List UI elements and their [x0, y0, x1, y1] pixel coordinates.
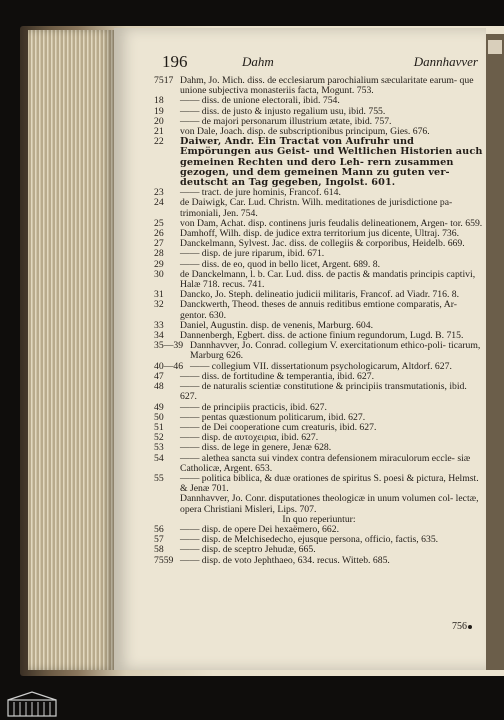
entry-number: 40—46	[154, 360, 184, 372]
library-building-icon	[6, 690, 58, 718]
entry-text: Daniel, Augustin. disp. de venenis, Marburg. 604.	[180, 319, 374, 331]
entry-text: Danckwerth, Theod. theses de annuis reditibus emtione comparatis, Ar- gentor. 630.	[180, 299, 457, 321]
entry-number: 18	[154, 95, 164, 107]
entry-number: 27	[154, 238, 164, 250]
entry-number: 55	[154, 472, 164, 484]
entry-number: 23	[154, 187, 164, 199]
entry-number: 25	[154, 217, 164, 229]
entry-number	[154, 494, 180, 514]
entry-text: —— diss. de unione electorali, ibid. 754.	[180, 95, 340, 107]
catalog-entries	[154, 76, 484, 566]
entry-text: —— diss. de justo & injusto regalium usu, ibid. 755.	[180, 105, 386, 117]
entry-text: Damhoff, Wilh. disp. de judice extra territorium jus dicente, Ultraj. 736.	[180, 228, 460, 240]
entry-text: —— collegium VII. dissertationum psychologicarum, Altdorf. 627.	[190, 360, 452, 372]
catalog-entry	[154, 474, 484, 494]
catchword-dot	[468, 625, 472, 629]
entry-number: 53	[154, 442, 164, 454]
entry-text: —— disp. de voto Jephthaeo, 634. recus. Witteb. 685.	[180, 554, 390, 566]
entry-text: —— pentas quæstionum politicarum, ibid. 627.	[180, 411, 366, 423]
entry-text: —— politica biblica, & duæ orationes de spiritus S. poesi & pictura, Helmst. & Jenæ 701.	[180, 472, 479, 495]
entry-number: 56	[154, 523, 164, 535]
page-edges	[28, 30, 114, 670]
entry-text: —— de Dei cooperatione cum creaturis, ibid. 627.	[180, 421, 377, 433]
entry-number: 50	[154, 411, 164, 423]
entry-text: —— de principiis practicis, ibid. 627.	[180, 401, 327, 413]
entry-number: 24	[154, 197, 164, 209]
next-page-edge	[486, 34, 504, 670]
entry-text: —— de majori personarum illustrium ætate, ibid. 757.	[180, 115, 392, 127]
catalog-entry	[154, 300, 484, 320]
entry-text: Dannhavver, Jo. Conr. disputationes theologicæ in unum volumen col- lectæ, opera Christiani Misleri, Lips. 707.	[180, 493, 479, 515]
entry-text: —— de naturalis scientiæ constitutione & principiis transmutationis, ibid. 627.	[180, 381, 467, 403]
entry-text: Dahm, Jo. Mich. diss. de ecclesiarum parochialium sæcularitate earum- que unione subjectiva monasteriis facta, Mogunt. 753.	[180, 75, 474, 97]
entry-number: 7559	[154, 554, 174, 566]
catalog-entry	[154, 137, 484, 188]
entry-number: 49	[154, 401, 164, 413]
entry-number: 58	[154, 544, 164, 556]
entry-number: 47	[154, 370, 164, 382]
entry-number: 48	[154, 381, 164, 393]
entry-number: 35—39	[154, 340, 184, 352]
entry-number: 30	[154, 268, 164, 280]
catalog-entry	[154, 454, 484, 474]
entry-text: —— diss. de eo, quod in bello licet, Argent. 689. 8.	[180, 258, 381, 270]
catchword	[452, 621, 472, 632]
entry-text: —— disp. de sceptro Jehudæ, 665.	[180, 544, 316, 556]
running-head-left: Dahm	[242, 54, 274, 69]
entry-number: 54	[154, 452, 164, 464]
page-header	[162, 52, 478, 72]
entry-number: 33	[154, 319, 164, 331]
entry-number: 32	[154, 299, 164, 311]
entry-number: 20	[154, 115, 164, 127]
entry-number: 26	[154, 228, 164, 240]
catalog-entry	[154, 494, 484, 514]
entry-text: —— disp. de Melchisedecho, ejusque persona, officio, factis, 635.	[180, 534, 439, 546]
entry-text: —— diss. de lege in genere, Jenæ 628.	[180, 442, 332, 454]
entry-text: —— disp. de opere Dei hexaëmero, 662.	[180, 523, 339, 535]
entry-text: Daiwer, Andr. Ein Tractat von Aufruhr und Empörungen aus Geist- und Weltlichen Historien auch gemeinen Rechten und dero Leh- rern zusammen gezogen, und dem gemeinen Mann zu guten ver- deutscht an Tag gegeben, Ingolst. 601.	[180, 136, 483, 189]
catalog-entry	[154, 270, 484, 290]
viewer-footer	[0, 686, 504, 720]
running-head-right: Dannhavver	[413, 54, 478, 69]
catalog-entry	[154, 198, 484, 218]
entry-text: —— disp. de jure riparum, ibid. 671.	[180, 248, 325, 260]
catalog-entry	[154, 382, 484, 402]
entry-text: —— diss. de fortitudine & temperantia, ibid. 627.	[180, 370, 374, 382]
entry-number: 22	[154, 136, 164, 148]
entry-text: —— disp. de αυτοχειρια, ibid. 627.	[180, 432, 319, 444]
catalog-entry	[154, 556, 484, 566]
entry-number: 51	[154, 421, 164, 433]
entry-text: Dannenbergh, Egbert. diss. de actione finium regundorum, Lugd. B. 715.	[180, 330, 464, 342]
entry-text: Danckelmann, Sylvest. Jac. diss. de collegiis & corporibus, Heidelb. 669.	[180, 238, 465, 250]
paper-tab	[488, 40, 502, 54]
entry-text: von Dale, Joach. disp. de subscriptionibus principum, Gies. 676.	[180, 126, 430, 138]
catalog-entry	[154, 76, 484, 96]
entry-text: —— tract. de jure hominis, Francof. 614.	[180, 187, 341, 199]
catchword-text: 756	[452, 621, 467, 632]
entry-number: 21	[154, 126, 164, 138]
entry-text: Dannhavver, Jo. Conrad. collegium V. exercitationum ethico-poli- ticarum, Marburg 626.	[190, 340, 481, 362]
entry-text: Dancko, Jo. Steph. delineatio judicii militaris, Francof. ad Viadr. 716. 8.	[180, 289, 460, 301]
catalog-entry	[154, 341, 484, 361]
entry-text: de Danckelmann, l. b. Car. Lud. diss. de pactis & mandatis principis captivi, Halæ 718. recus. 741.	[180, 268, 476, 291]
page-number: 196	[162, 52, 188, 71]
catalog-entry	[154, 443, 484, 453]
book-page	[114, 28, 486, 670]
entry-number: 57	[154, 534, 164, 546]
entry-number: 29	[154, 258, 164, 270]
entry-number: 34	[154, 330, 164, 342]
entry-number: 52	[154, 432, 164, 444]
entry-number: 19	[154, 105, 164, 117]
entry-text: de Daiwigk, Car. Lud. Christn. Wilh. meditationes de jurisdictione pa- trimoniali, Jen. 754.	[180, 197, 453, 219]
entry-text: von Dam, Achat. disp. continens juris feudalis delineationem, Argen- tor. 659.	[180, 217, 483, 229]
entry-number: 7517	[154, 75, 174, 86]
entry-text: —— alethea sancta sui vindex contra defensionem miraculorum eccle- siæ Catholicæ, Argent. 653.	[180, 452, 471, 474]
entry-number: 31	[154, 289, 164, 301]
section-note: In quo reperiuntur:	[282, 513, 356, 525]
entry-number: 28	[154, 248, 164, 260]
